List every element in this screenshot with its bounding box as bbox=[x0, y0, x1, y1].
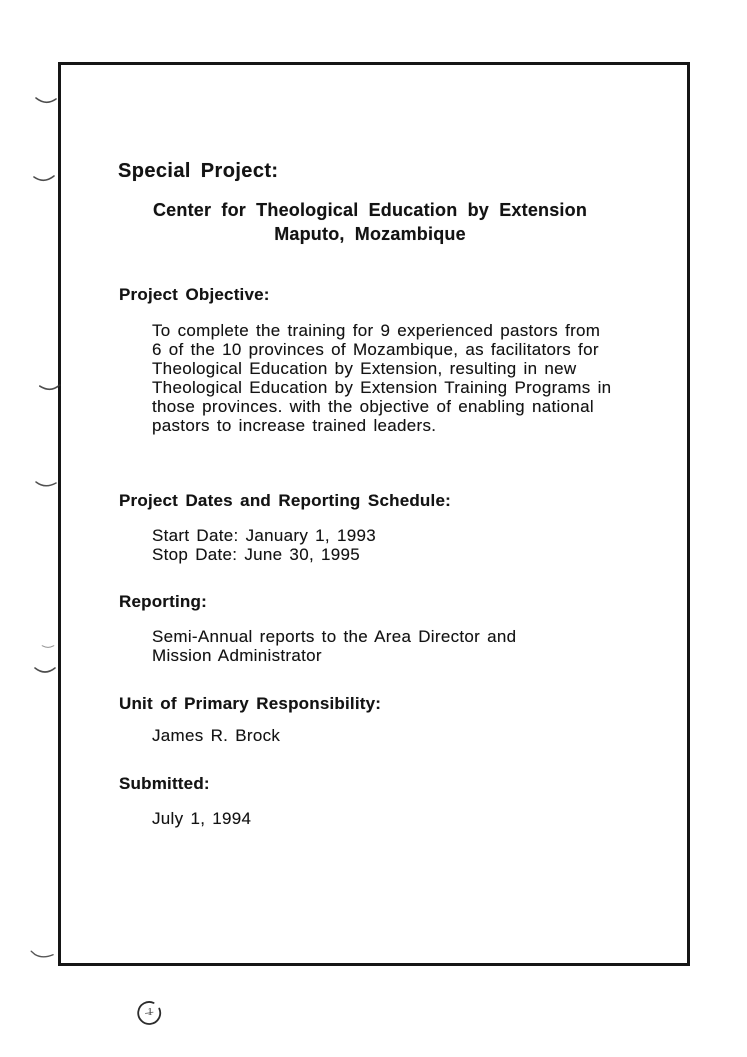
section-heading-submitted: Submitted: bbox=[119, 774, 210, 793]
body-line: pastors to increase trained leaders. bbox=[152, 416, 437, 435]
margin-mark-icon bbox=[30, 948, 55, 962]
margin-mark-icon bbox=[34, 665, 56, 677]
margin-mark-icon bbox=[35, 95, 57, 107]
section-body-unit-of-primary-responsibility bbox=[152, 726, 280, 745]
body-line: Mission Administrator bbox=[152, 646, 322, 665]
body-line: those provinces. with the objective of enabling national bbox=[152, 397, 594, 416]
section-heading-unit-of-primary-responsibility: Unit of Primary Responsibility: bbox=[119, 694, 382, 713]
body-line: Theological Education by Extension, resulting in new bbox=[152, 359, 577, 378]
margin-mark-icon bbox=[38, 381, 61, 395]
body-line: Start Date: January 1, 1993 bbox=[152, 526, 377, 545]
body-line: To complete the training for 9 experienced pastors from bbox=[152, 321, 601, 340]
subtitle-line: Maputo, Mozambique bbox=[274, 224, 466, 244]
body-line: Semi-Annual reports to the Area Director and bbox=[152, 627, 517, 646]
section-body-project-dates bbox=[152, 526, 376, 564]
body-line: Stop Date: June 30, 1995 bbox=[152, 545, 361, 564]
document-subtitle bbox=[58, 198, 682, 246]
section-body-submitted bbox=[152, 809, 251, 828]
body-line: Theological Education by Extension Training Programs in bbox=[152, 378, 612, 397]
section-body-project-objective bbox=[152, 321, 611, 435]
section-heading-reporting: Reporting: bbox=[119, 592, 207, 611]
document-title: Special Project: bbox=[118, 160, 279, 182]
section-body-reporting bbox=[152, 627, 516, 665]
body-line: James R. Brock bbox=[152, 726, 281, 745]
page-number-marker bbox=[135, 998, 165, 1028]
section-heading-project-dates: Project Dates and Reporting Schedule: bbox=[119, 491, 451, 510]
margin-mark-icon bbox=[35, 479, 57, 491]
margin-mark-icon bbox=[33, 173, 55, 185]
subtitle-line: Center for Theological Education by Extension bbox=[152, 200, 588, 220]
body-line: 6 of the 10 provinces of Mozambique, as facilitators for bbox=[152, 340, 599, 359]
page-number: 1 bbox=[147, 1006, 153, 1018]
section-heading-project-objective: Project Objective: bbox=[119, 285, 270, 304]
body-line: July 1, 1994 bbox=[152, 809, 252, 828]
margin-mark-icon bbox=[41, 643, 55, 651]
